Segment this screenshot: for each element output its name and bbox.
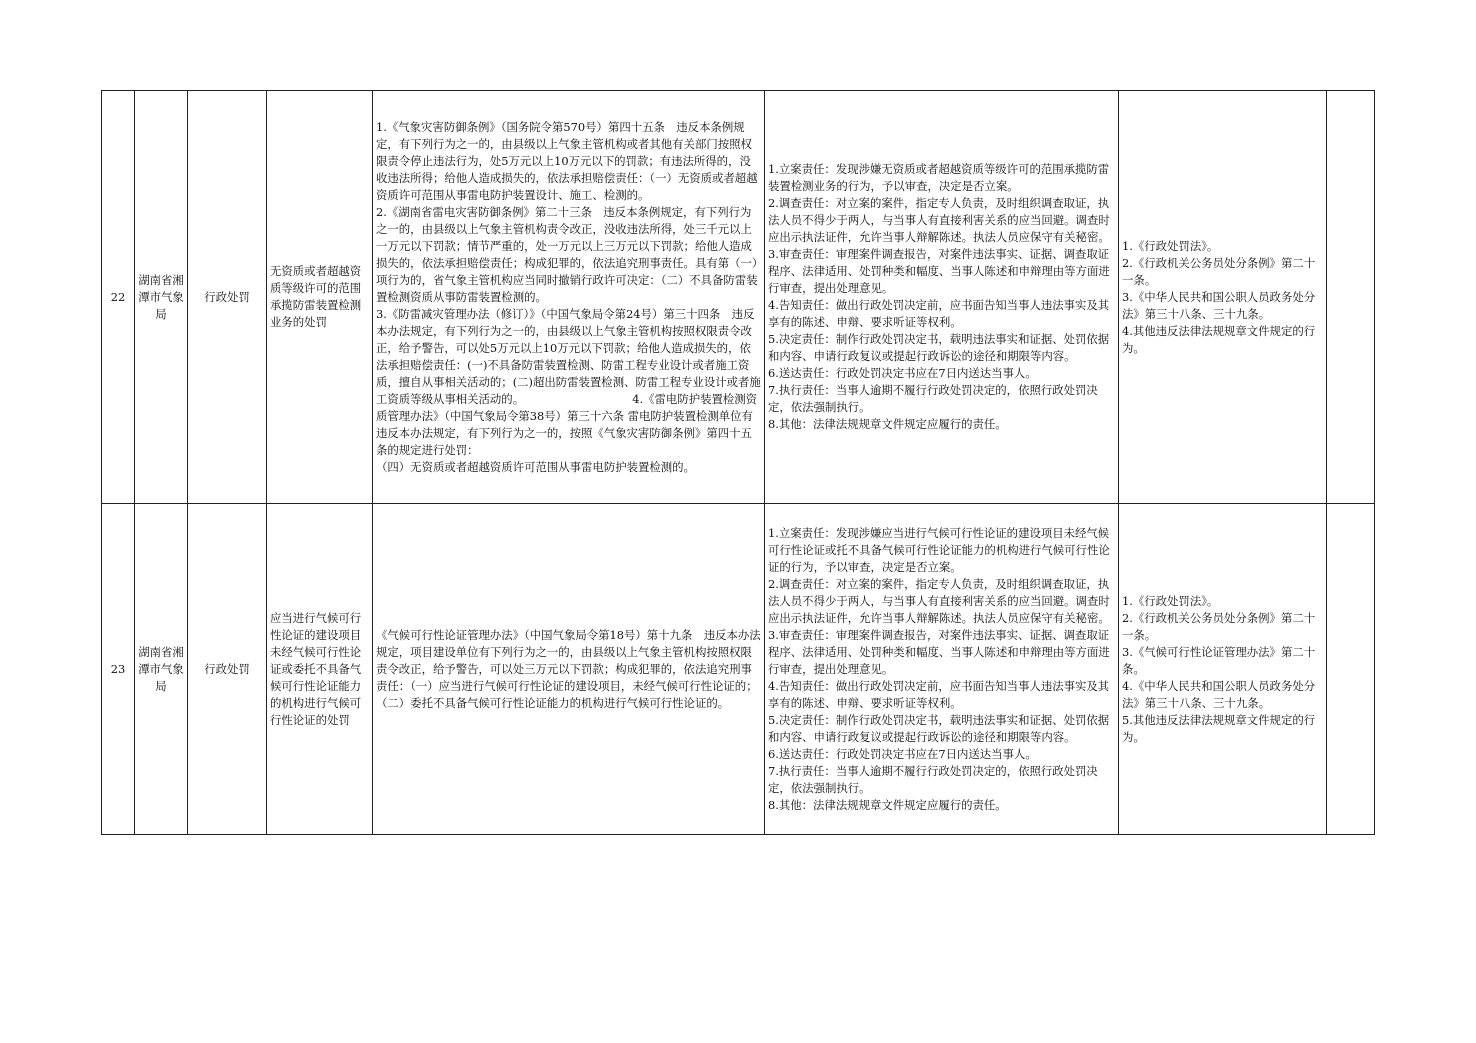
responsibility-item: 5.决定责任：制作行政处罚决定书，载明违法事实和证据、处罚依据和内容、申请行政复议或提起行政诉讼的途径和期限等内容。: [768, 712, 1110, 744]
responsibility-item: 2.调查责任：对立案的案件，指定专人负责，及时组织调查取证，执法人员不得少于两人，与当事人有直接利害关系的应当回避。调查时应出示执法证件，允许当事人辩解陈述。执法人员应保守有关秘密。: [768, 196, 1110, 244]
responsibility-item: 2.调查责任：对立案的案件，指定专人负责，及时组织调查取证，执法人员不得少于两人，与当事人有直接利害关系的应当回避。调查时应出示执法证件，允许当事人辩解陈述。执法人员应保守有关秘密。: [768, 576, 1110, 625]
accountability-list: [1119, 504, 1327, 835]
responsibility-item: 7.执行责任：当事人逾期不履行行政处罚决定的，依照行政处罚决定，依法强制执行。: [768, 383, 1098, 414]
power-item-name: 无资质或者超越资质等级许可的范围承揽防雷装置检测业务的处罚: [267, 91, 373, 504]
responsibility-list: [765, 504, 1119, 835]
row-number: 22: [102, 91, 135, 504]
remark-cell: [1327, 504, 1375, 835]
responsibility-item: 3.审查责任：审理案件调查报告，对案件违法事实、证据、调查取证程序、法律适用、处罚种类和幅度、当事人陈述和申辩理由等方面进行审查，提出处理意见。: [768, 247, 1110, 295]
responsibility-item: 8.其他：法律法规规章文件规定应履行的责任。: [768, 417, 1007, 431]
responsibility-item: 6.送达责任：行政处罚决定书应在7日内送达当事人。: [768, 746, 1037, 761]
power-item-name: 应当进行气候可行性论证的建设项目未经气候可行性论证或委托不具备气候可行性论证能力的机构进行气候可行性论证的处罚: [267, 504, 373, 835]
legal-basis: 1.《气象灾害防御条例》（国务院令第570号）第四十五条 违反本条例规定，有下列行为之一的，由县级以上气象主管机构或者其他有关部门按照权限责令停止违法行为，处5万元以上10万元以下的罚款；有违法所得的，没收违法所得；给他人造成损失的，依法承担赔偿责任：（一）无资质或者超越资质许可范围从事雷电防护装置设计、施工、检测的。 2.《湖南省雷电灾害防御条例》第二十三条 违反本条例规定，有下列行为之一的，由县级以上气象主管机构责令改正，没收违法所得，处三千元以上一万元以下罚款；情节严重的，处一万元以上三万元以下罚款；给他人造成损失的，依法承担赔偿责任；构成犯罪的，依法追究刑事责任。具有第（一）项行为的，省气象主管机构应当同时撤销行政许可决定：（二）不具备防雷装置检测资质从事防雷装置检测的。 3.《防雷减灾管理办法（修订）》（中国气象局令第24号）第三十四条 违反本办法规定，有下列行为之一的，由县级以上气象主管机构按照权限责令改正，给予警告，可以处5万元以上10万元以下罚款；给他人造成损失的，依法承担赔偿责任：(一)不具备防雷装置检测、防雷工程专业设计或者施工资质，擅自从事相关活动的；(二)超出防雷装置检测、防雷工程专业设计或者施工资质等级从事相关活动的。 4.《雷电防护装置检测资质管理办法》（中国气象局令第38号）第三十六条 雷电防护装置检测单位有违反本办法规定，有下列行为之一的，按照《气象灾害防御条例》第四十五条的规定进行处罚： （四）无资质或者超越资质许可范围从事雷电防护装置检测的。: [373, 91, 765, 504]
legal-basis: 《气候可行性论证管理办法》（中国气象局令第18号）第十九条 违反本办法规定，项目建设单位有下列行为之一的，由县级以上气象主管机构按照权限责令改正，给予警告，可以处三万元以下罚款；构成犯罪的，依法追究刑事责任：（一）应当进行气候可行性论证的建设项目，未经气候可行性论证的；（二）委托不具备气候可行性论证能力的机构进行气候可行性论证的。: [373, 504, 765, 835]
responsibility-item: 6.送达责任：行政处罚决定书应在7日内送达当事人。: [768, 366, 1037, 380]
responsibility-item: 3.审查责任：审理案件调查报告，对案件违法事实、证据、调查取证程序、法律适用、处罚种类和幅度、当事人陈述和申辩理由等方面进行审查，提出处理意见。: [768, 627, 1110, 676]
implementing-unit: 湖南省湘潭市气象局: [135, 91, 188, 504]
responsibility-item: 5.决定责任：制作行政处罚决定书，载明违法事实和证据、处罚依据和内容、申请行政复议或提起行政诉讼的途径和期限等内容。: [768, 332, 1110, 363]
accountability-item: 4.其他违反法律法规规章文件规定的行为。: [1122, 323, 1316, 355]
accountability-item: 2.《行政机关公务员处分条例》第二十一条。: [1122, 255, 1316, 287]
accountability-item: 5.其他违反法律法规规章文件规定的行为。: [1122, 712, 1316, 744]
accountability-item: 1.《行政处罚法》。: [1122, 593, 1219, 608]
row-number: 23: [102, 504, 135, 835]
responsibility-item: 7.执行责任：当事人逾期不履行行政处罚决定的，依照行政处罚决定，依法强制执行。: [768, 763, 1098, 795]
responsibility-item: 1.立案责任：发现涉嫌应当进行气候可行性论证的建设项目未经气候可行性论证或托不具备气候可行性论证能力的机构进行气候可行性论证的行为，予以审查，决定是否立案。: [768, 525, 1110, 574]
table-row: [102, 91, 1375, 504]
power-category: 行政处罚: [188, 91, 267, 504]
responsibility-item: 4.告知责任：做出行政处罚决定前，应书面告知当事人违法事实及其享有的陈述、申辩、要求听证等权利。: [768, 678, 1110, 710]
accountability-item: 3.《中华人民共和国公职人员政务处分法》第三十八条、三十九条。: [1122, 289, 1316, 321]
responsibility-item: 8.其他：法律法规规章文件规定应履行的责任。: [768, 797, 1007, 812]
power-list-table: [101, 90, 1375, 835]
remark-cell: [1327, 91, 1375, 504]
responsibility-item: 1.立案责任：发现涉嫌无资质或者超越资质等级许可的范围承揽防雷装置检测业务的行为，予以审查，决定是否立案。: [768, 162, 1110, 193]
power-category: 行政处罚: [188, 504, 267, 835]
accountability-item: 3.《气候可行性论证管理办法》第二十条。: [1122, 644, 1316, 676]
accountability-item: 2.《行政机关公务员处分条例》第二十一条。: [1122, 610, 1316, 642]
accountability-item: 4.《中华人民共和国公职人员政务处分法》第三十八条、三十九条。: [1122, 678, 1316, 710]
implementing-unit: 湖南省湘潭市气象局: [135, 504, 188, 835]
responsibility-list: [765, 91, 1119, 504]
table-row: [102, 504, 1375, 835]
responsibility-item: 4.告知责任：做出行政处罚决定前，应书面告知当事人违法事实及其享有的陈述、申辩、要求听证等权利。: [768, 298, 1110, 329]
accountability-item: 1.《行政处罚法》。: [1122, 238, 1219, 253]
accountability-list: [1119, 91, 1327, 504]
